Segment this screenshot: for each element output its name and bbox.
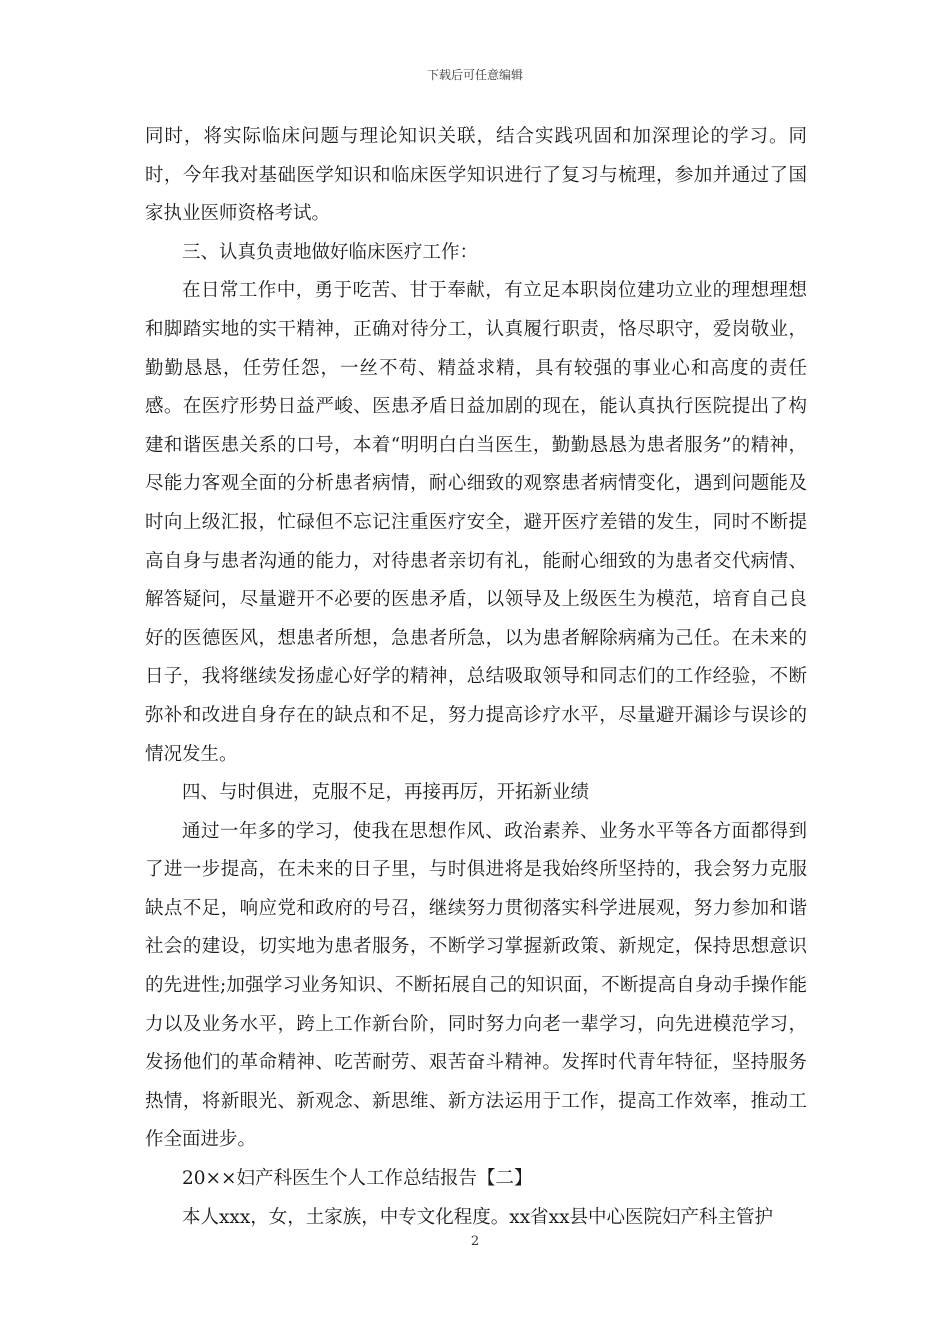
page-header: 下载后可任意编辑 <box>426 68 523 82</box>
section-heading-4: 四、与时俱进，克服不足，再接再厉，开拓新业绩 <box>182 782 590 804</box>
document-body <box>145 118 807 1237</box>
paragraph-1: 同时，将实际临床问题与理论知识关联，结合实践巩固和加深理论的学习。同时，今年我对基础医学知识和临床医学知识进行了复习与梳理，参加并通过了国家执业医师资格考试。 <box>145 126 807 225</box>
paragraph-2: 在日常工作中，勇于吃苦、甘于奉献，有立足本职岗位建功立业的理想理想和脚踏实地的实干精神，正确对待分工，认真履行职责，恪尽职守，爱岗敬业，勤勤恳恳，任劳任怨，一丝不苟、精益求精，具有较强的事业心和高度的责任感。在医疗形势日益严峻、医患矛盾日益加剧的现在，能认真执行医院提出了构建和谐医患关系的口号，本着“明明白白当医生，勤勤恳恳为患者服务”的精神，尽能力客观全面的分析患者病情，耐心细致的观察患者病情变化，遇到问题能及时向上级汇报，忙碌但不忘记注重医疗安全，避开医疗差错的发生，同时不断提高自身与患者沟通的能力，对待患者亲切有礼，能耐心细致的为患者交代病情、解答疑问，尽量避开不必要的医患矛盾，以领导及上级医生为模范，培育自己良好的医德医风，想患者所想，急患者所急，以为患者解除病痛为己任。在未来的日子，我将继续发扬虚心好学的精神，总结吸取领导和同志们的工作经验，不断弥补和改进自身存在的缺点和不足，努力提高诊疗水平，尽量避开漏诊与误诊的情况发生。 <box>145 280 807 765</box>
paragraph-4: 本人xxx，女，土家族，中专文化程度。xx省xx县中心医院妇产科主管护 <box>182 1206 774 1228</box>
report-title-2: 20××妇产科医生个人工作总结报告【二】 <box>182 1168 533 1190</box>
page-number: 2 <box>470 1234 480 1249</box>
section-heading-3: 三、认真负责地做好临床医疗工作： <box>182 241 479 263</box>
paragraph-3: 通过一年多的学习，使我在思想作风、政治素养、业务水平等各方面都得到了进一步提高，在未来的日子里，与时俱进将是我始终所坚持的，我会努力克服缺点不足，响应党和政府的号召，继续努力贯彻落实科学进展观，努力参加和谐社会的建设，切实地为患者服务，不断学习掌握新政策、新规定，保持思想意识的先进性;加强学习业务知识、不断拓展自己的知识面，不断提高自身动手操作能力以及业务水平，跨上工作新台阶，同时努力向老一辈学习，向先进模范学习，发扬他们的革命精神、吃苦耐劳、艰苦奋斗精神。发挥时代青年特征，坚持服务热情，将新眼光、新观念、新思维、新方法运用于工作，提高工作效率，推动工作全面进步。 <box>145 820 807 1151</box>
